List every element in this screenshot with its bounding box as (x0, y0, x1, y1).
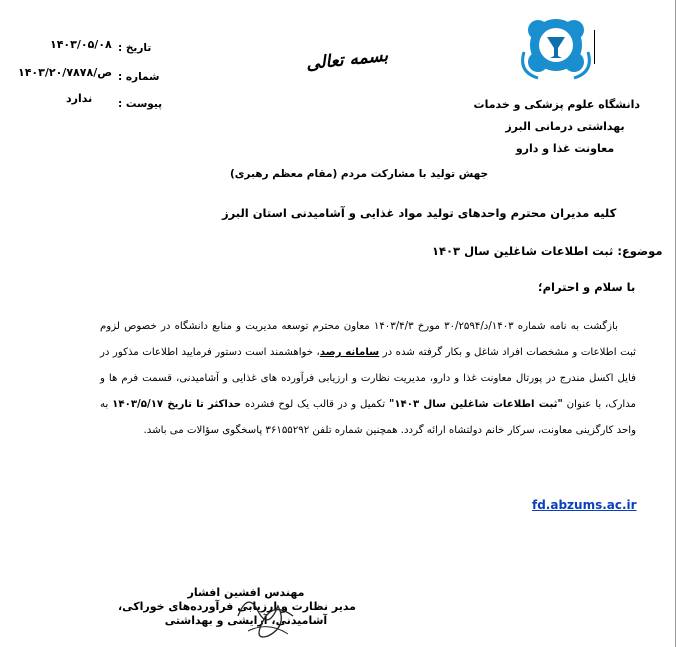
signer-title-1: مدیر نظارت و ارزیابی فرآورده‌های خوراکی، (117, 600, 356, 613)
samaneh-rasad-link: سامانه رصد (319, 347, 380, 358)
org-line-3: معاونت غذا و دارو (515, 142, 615, 155)
attachment-value: ندارد (66, 92, 93, 105)
slogan: جهش تولید با مشارکت مردم (مقام معظم رهبری) (230, 168, 489, 180)
website-link[interactable]: fd.abzums.ac.ir (532, 498, 637, 512)
org-line-2: بهداشتی درمانی البرز (505, 120, 625, 133)
letter-body (100, 314, 636, 444)
body-paragraph (100, 314, 636, 444)
subject: موضوع: ثبت اطلاعات شاغلین سال ۱۴۰۳ (432, 244, 663, 258)
greeting: با سلام و احترام؛ (538, 280, 636, 294)
body-text-part: به واحد کارگزینی معاونت، سرکار خانم دولتشاه ارائه گردد. همچنین شماره تلفن ۳۶۱۵۵۲۹۲ پاسخگوی سؤالات می باشد. (100, 399, 636, 436)
body-text-part: ، خواهشمند است دستور فرمایید اطلاعات مذکور در فایل اکسل مندرج در پورتال معاونت غذا و دارو، مدیریت نظارت و ارزیابی فرآورده های غذایی و آشامیدنی، قسمت فرم ها و مدارک، با عنوان (100, 347, 637, 410)
body-text-part: تکمیل و در قالب یک لوح فشرده (241, 399, 390, 410)
number-label: شماره : (118, 71, 160, 83)
recipient: کلیه مدیران محترم واحدهای تولید مواد غذایی و آشامیدنی استان البرز (222, 206, 617, 220)
signature-scribble-icon (228, 586, 308, 646)
file-title: "ثبت اطلاعات شاغلین سال ۱۴۰۳" (389, 399, 563, 410)
number-value: ۱۴۰۳/ص/۲۰/۷۸۷۸ (18, 66, 113, 79)
date-label: تاریخ : (118, 42, 152, 54)
org-line-1: دانشگاه علوم پزشکی و خدمات (473, 98, 640, 111)
deadline: حداکثر تا تاریخ ۱۴۰۳/۵/۱۷ (112, 399, 242, 410)
signer-name: مهندس افشین افشار (187, 586, 305, 599)
logo-divider (594, 30, 595, 64)
body-text-part: بازگشت به نامه شماره ۱۴۰۳/د/۳۰/۲۵۹۴ مورخ ۱۴۰۳/۴/۳ معاون محترم توسعه مدیریت و منابع دانشگاه در خصوص لزوم ثبت اطلاعات و مشخصات افراد شاغل و بکار گرفته شده در (100, 321, 636, 358)
signer-title-2: آشامیدنی، آرایشی و بهداشتی (164, 614, 328, 627)
university-logo-icon (516, 12, 596, 82)
date-value: ۱۴۰۳/۰۵/۰۸ (50, 38, 112, 51)
besmeh-calligraphy: بسمه تعالی (305, 45, 390, 75)
attachment-label: پیوست : (118, 98, 163, 110)
